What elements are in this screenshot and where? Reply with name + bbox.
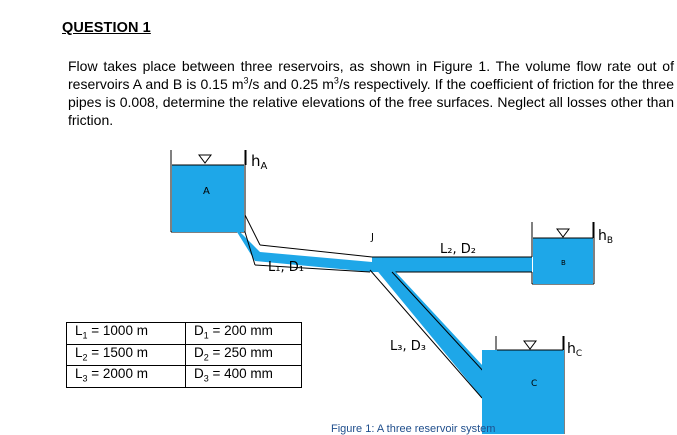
pipe-3-label: L₃, D₃	[390, 339, 426, 354]
table-row	[67, 323, 302, 345]
head-c-label: $h_C$	[567, 341, 583, 359]
reservoir-c	[482, 336, 564, 434]
reservoir-c-label: C	[531, 379, 538, 389]
pipe-2	[372, 257, 532, 272]
superscript-cubed-2: 3	[333, 75, 339, 86]
length-cell: $L_1 = 1000$ m	[67, 323, 186, 345]
pipe-1	[237, 215, 372, 272]
problem-text-part2: /s and 0.25 m	[248, 76, 334, 92]
diameter-cell: $D_2 = 250$ mm	[186, 344, 302, 366]
table-row	[67, 366, 302, 388]
reservoir-a-water	[172, 165, 244, 232]
question-heading: QUESTION 1	[62, 20, 151, 36]
junction-label: J	[371, 232, 374, 243]
length-cell: $L_2 = 1500$ m	[67, 344, 186, 366]
figure-caption: Figure 1: A three reservoir system	[331, 423, 496, 435]
superscript-cubed-1: 3	[243, 75, 249, 86]
pipe-3	[370, 262, 496, 398]
head-a-label: $h_A$	[251, 152, 268, 172]
problem-text-part3: /s respectively. If the coefficient of friction for the three pipes is 0.008, determine the relative elevations of the free surfaces. Neglect all losses other than friction.	[68, 76, 675, 128]
table-row	[67, 344, 302, 366]
head-b-label: $h_B$	[598, 228, 614, 246]
free-surface-a-icon	[199, 155, 211, 163]
pipe-data-table	[66, 322, 302, 388]
diameter-cell: $D_3 = 400$ mm	[186, 366, 302, 388]
reservoir-b-label: B	[561, 259, 566, 267]
reservoir-b	[532, 222, 594, 284]
diameter-cell: $D_1 = 200$ mm	[186, 323, 302, 345]
problem-text-part1: Flow takes place between three reservoirs, as shown in Figure 1. The volume flow rate out of reservoirs A and B is 0.15 m	[68, 58, 674, 92]
pipe-1-label: L₁, D₁	[268, 260, 304, 275]
length-cell: $L_3 = 2000$ m	[67, 366, 186, 388]
free-surface-b-icon	[557, 229, 569, 237]
reservoir-c-water	[482, 350, 564, 434]
pipe-2-label: L₂, D₂	[440, 242, 476, 257]
reservoir-a-label: A	[203, 186, 210, 197]
free-surface-c-icon	[524, 341, 536, 349]
